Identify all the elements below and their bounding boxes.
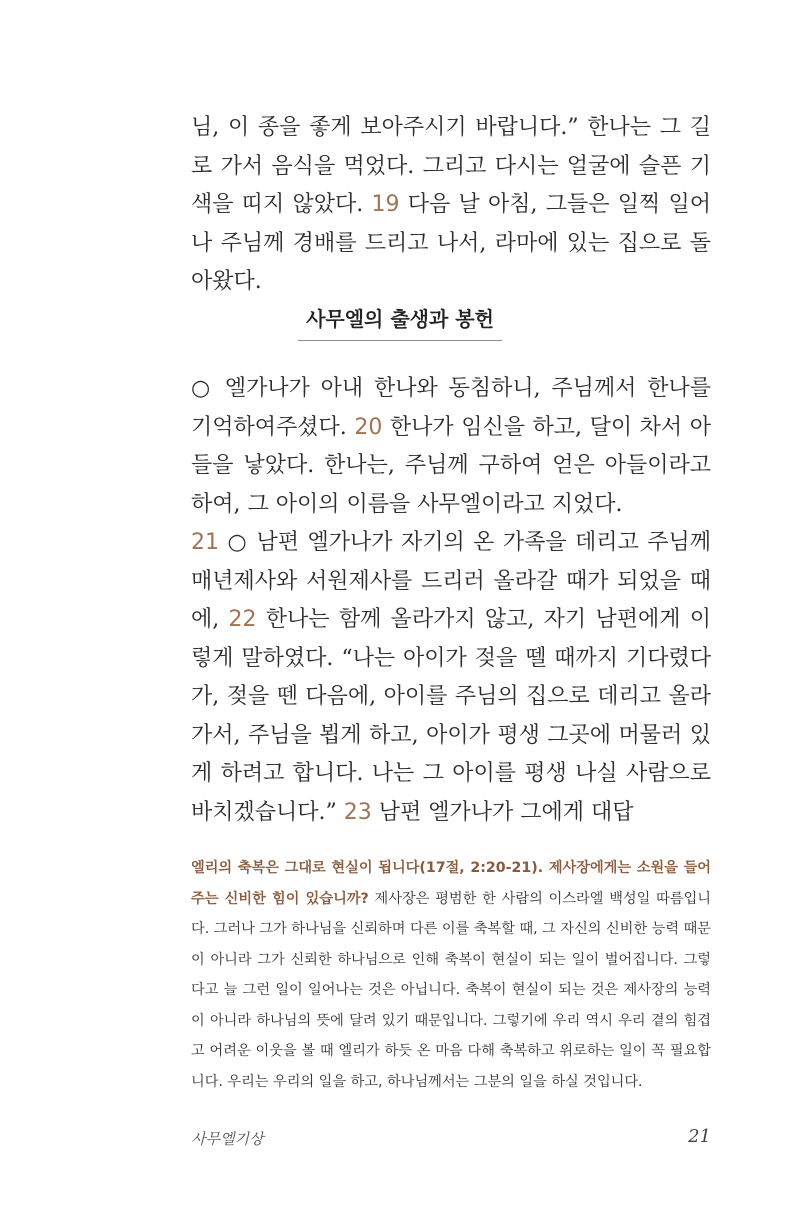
verse-number-20: 20 <box>354 414 383 440</box>
top-paragraph <box>191 109 711 302</box>
text: ○ 엘가나가 아내 한나와 동침하니, 주님께서 한나를 기억하여주셨다. <box>191 376 711 440</box>
page-number: 21 <box>688 1126 711 1147</box>
paragraph-2 <box>191 524 711 832</box>
section-heading-text: 사무엘의 출생과 봉헌 <box>298 303 502 341</box>
verse-number-23: 23 <box>343 799 372 825</box>
main-text <box>191 370 711 832</box>
text: 다음 날 아침, 그들은 일찍 일어나 주님께 경배를 드리고 나서, 라마에 있는 집으로 돌아왔다. <box>191 192 711 294</box>
text: 님, 이 종을 좋게 보아주시기 바랍니다.” 한나는 그 길로 가서 음식을 먹었다. 그리고 다시는 얼굴에 슬픈 기색을 띠지 않았다. <box>191 115 711 217</box>
text: ○ 남편 엘가나가 자기의 온 가족을 데리고 주님께 매년제사와 서원제사를 드리러 올라갈 때가 되었을 때에, <box>191 530 711 632</box>
verse-number-19: 19 <box>371 192 400 217</box>
commentary-lead: 엘리의 축복은 그대로 현실이 됩니다(17절, 2:20-21). 제사장에게는 소원을 들어주는 신비한 힘이 있습니까? <box>191 860 711 907</box>
text: 한나는 함께 올라가지 않고, 자기 남편에게 이렇게 말하였다. “나는 아이가 젖을 뗄 때까지 기다렸다가, 젖을 뗀 다음에, 아이를 주님의 집으로 데리고 올라가서, 주님을 뵙게 하고, 아이가 평생 그곳에 머물러 있게 하려고 합니다. 나는 그 아이를 평생 나실 사람으로 바치겠습니다.” <box>191 607 711 825</box>
verse-number-21: 21 <box>191 530 219 555</box>
running-title: 사무엘기상 <box>191 1130 264 1148</box>
section-heading <box>0 303 800 341</box>
commentary-body: 제사장은 평범한 한 사람의 이스라엘 백성일 따름입니다. 그러나 그가 하나님을 신뢰하며 다른 이를 축복할 때, 그 자신의 신비한 능력 때문이 아니라 그가 신뢰한 하나님으로 인해 축복이 현실이 되는 일이 벌어집니다. 그렇다고 늘 그런 일이 일어나는 것은 아닙니다. 축복이 현실이 되는 것은 제사장의 능력이 아니라 하나님의 뜻에 달려 있기 때문입니다. 그렇기에 우리 역시 우리 곁의 힘겹고 어려운 이웃을 볼 때 엘리가 하듯 온 마음 다해 축복하고 위로하는 일이 꼭 필요합니다. 우리는 우리의 일을 하고, 하나님께서는 그분의 일을 하실 것입니다. <box>191 890 711 1090</box>
verse-number-22: 22 <box>228 607 257 632</box>
text: 남편 엘가나가 그에게 대답 <box>371 799 634 825</box>
text: 한나가 임신을 하고, 달이 차서 아들을 낳았다. 한나는, 주님께 구하여 얻은 아들이라고 하여, 그 아이의 이름을 사무엘이라고 지었다. <box>191 414 711 517</box>
commentary-box <box>191 853 711 1097</box>
paragraph-1 <box>191 370 711 524</box>
